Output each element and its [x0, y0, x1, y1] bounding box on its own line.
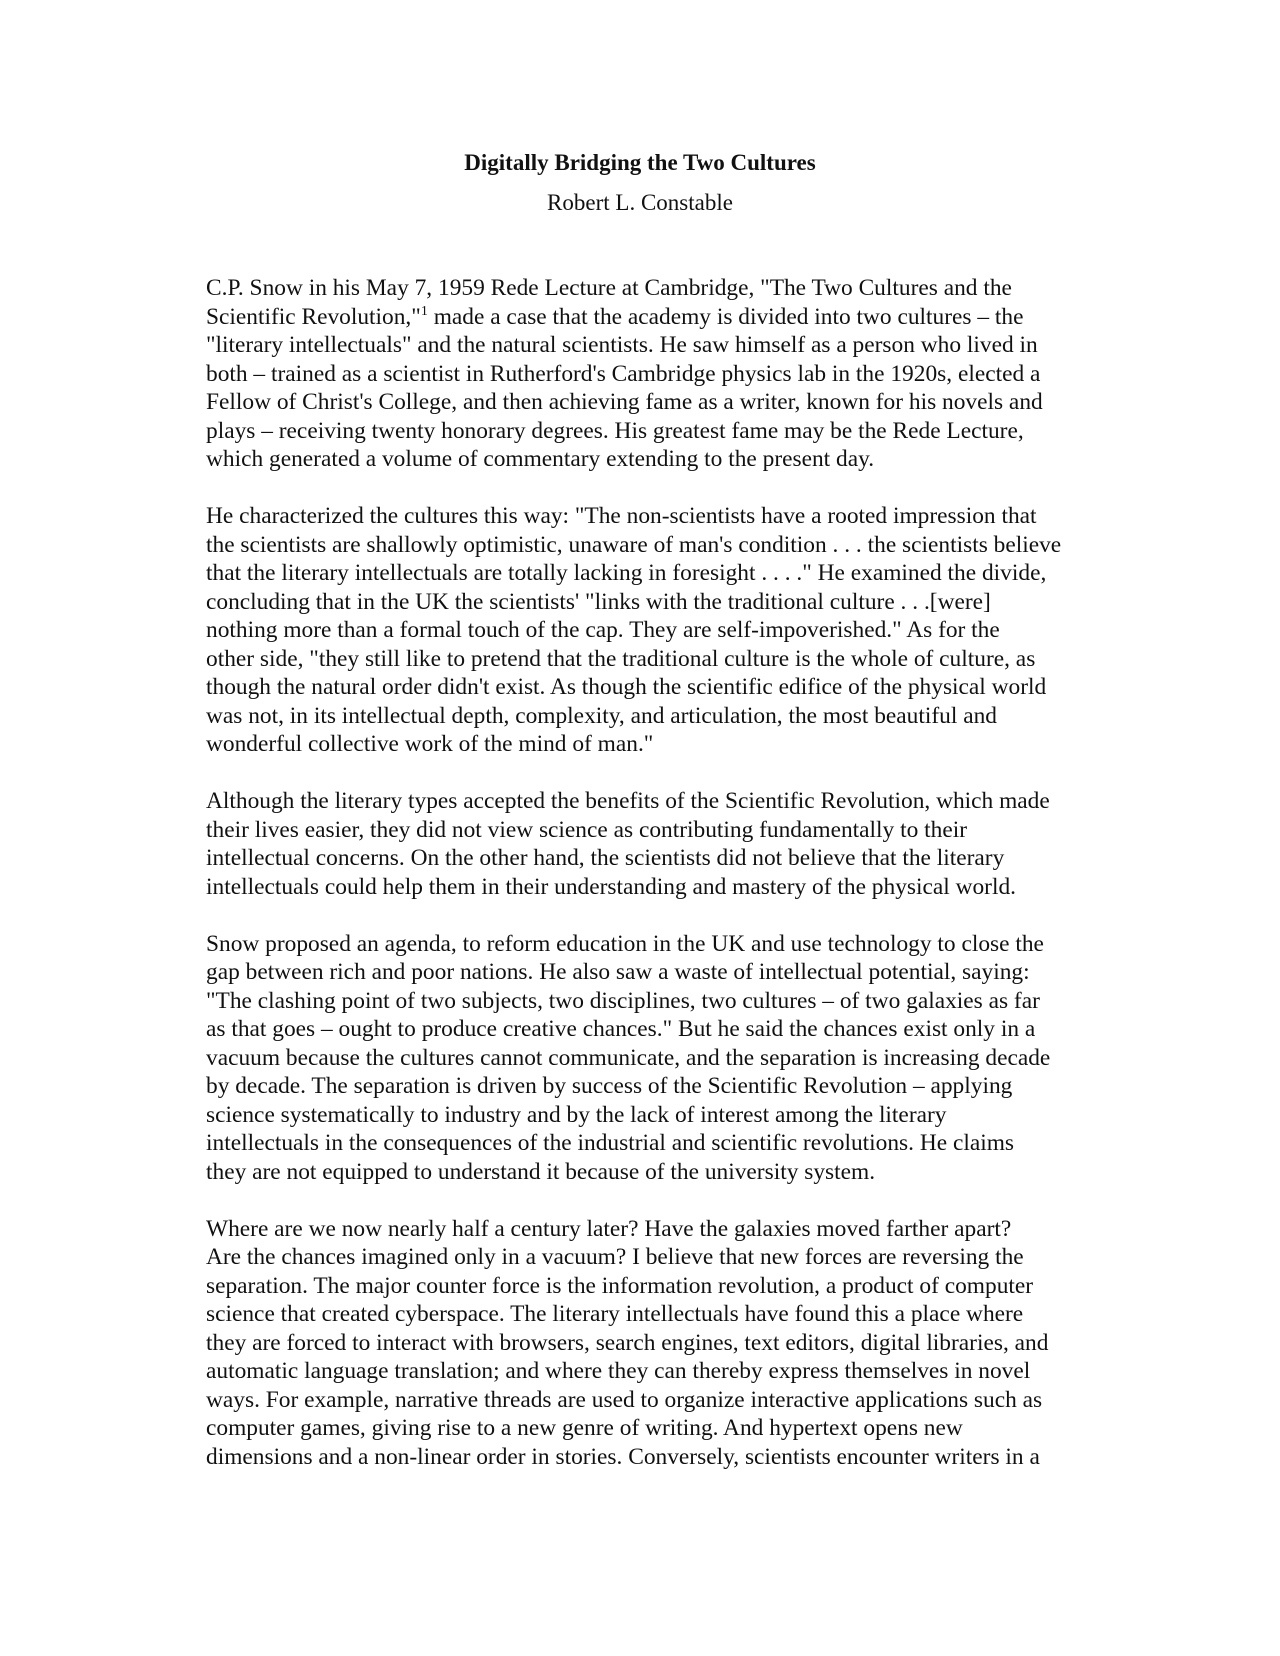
footnote-marker: 1: [420, 303, 428, 319]
text-line: by decade. The separation is driven by success of the Scientific Revolution – applying: [206, 1073, 1013, 1099]
text-line: He characterized the cultures this way: "The non-scientists have a rooted impression that: [206, 503, 1037, 529]
text-line: nothing more than a formal touch of the cap. They are self-impoverished." As for the: [206, 617, 1000, 643]
text-line: plays – receiving twenty honorary degrees. His greatest fame may be the Rede Lecture,: [206, 417, 1024, 444]
text-line: science systematically to industry and by the lack of interest among the literary: [206, 1101, 947, 1128]
text-line: though the natural order didn't exist. As though the scientific edifice of the physical world: [206, 674, 1047, 700]
text-line: their lives easier, they did not view science as contributing fundamentally to their: [206, 816, 967, 843]
text-line: Where are we now nearly half a century later? Have the galaxies moved farther apart?: [206, 1215, 1012, 1242]
text-line: they are not equipped to understand it because of the university system.: [206, 1158, 876, 1185]
text-line: computer games, giving rise to a new genre of writing. And hypertext opens new: [206, 1415, 963, 1441]
text-line: as that goes – ought to produce creative chances." But he said the chances exist only in a: [206, 1016, 1036, 1042]
document-title: Digitally Bridging the Two Cultures: [464, 150, 816, 175]
text-line: separation. The major counter force is the information revolution, a product of computer: [206, 1272, 1034, 1299]
text-line: Fellow of Christ's College, and then achieving fame as a writer, known for his novels and: [206, 389, 1043, 415]
paragraph-3: [206, 787, 1126, 901]
text-line: "literary intellectuals" and the natural scientists. He saw himself as a person who lived in: [206, 332, 1038, 358]
text-line: Although the literary types accepted the benefits of the Scientific Revolution, which made: [206, 788, 1050, 814]
text-line: other side, "they still like to pretend that the traditional culture is the whole of culture, as: [206, 645, 1036, 672]
text-line: automatic language translation; and where they can thereby express themselves in novel: [206, 1358, 1031, 1384]
body-text: [206, 274, 1126, 1500]
text-line: C.P. Snow in his May 7, 1959 Rede Lecture at Cambridge, "The Two Cultures and the: [206, 275, 1012, 301]
text-line-with-footnote: [206, 303, 1126, 332]
text-line: they are forced to interact with browsers, search engines, text editors, digital libraries, and: [206, 1329, 1049, 1356]
paragraph-2: [206, 502, 1126, 759]
text-line: concluding that in the UK the scientists' "links with the traditional culture . . .[were]: [206, 588, 991, 615]
paragraph-5: [206, 1215, 1126, 1472]
text-line: dimensions and a non-linear order in stories. Conversely, scientists encounter writers in a: [206, 1443, 1040, 1470]
text-line: science that created cyberspace. The literary intellectuals have found this a place where: [206, 1301, 1024, 1327]
text-segment: made a case that the academy is divided into two cultures – the: [433, 303, 1024, 330]
text-line: which generated a volume of commentary extending to the present day.: [206, 446, 875, 472]
text-line: ways. For example, narrative threads are used to organize interactive applications such as: [206, 1386, 1043, 1413]
text-line: intellectuals could help them in their understanding and mastery of the physical world.: [206, 873, 1017, 900]
paragraph-1: [206, 274, 1126, 474]
text-line: that the literary intellectuals are totally lacking in foresight . . . ." He examined the divide,: [206, 560, 1047, 586]
text-line: both – trained as a scientist in Rutherford's Cambridge physics lab in the 1920s, elected a: [206, 360, 1041, 387]
text-line: intellectuals in the consequences of the industrial and scientific revolutions. He claims: [206, 1130, 1015, 1156]
text-line: the scientists are shallowly optimistic, unaware of man's condition . . . the scientists believe: [206, 531, 1062, 558]
text-line: Are the chances imagined only in a vacuum? I believe that new forces are reversing the: [206, 1244, 1024, 1270]
paragraph-4: [206, 930, 1126, 1187]
text-segment: Scientific Revolution,": [206, 303, 421, 330]
text-line: Snow proposed an agenda, to reform education in the UK and use technology to close the: [206, 930, 1044, 957]
text-line: vacuum because the cultures cannot communicate, and the separation is increasing decade: [206, 1044, 1051, 1071]
text-line: intellectual concerns. On the other hand, the scientists did not believe that the literary: [206, 845, 1005, 871]
text-line: wonderful collective work of the mind of man.": [206, 731, 654, 757]
text-line: was not, in its intellectual depth, complexity, and articulation, the most beautiful and: [206, 702, 997, 729]
text-line: "The clashing point of two subjects, two disciplines, two cultures – of two galaxies as far: [206, 987, 1040, 1014]
text-line: gap between rich and poor nations. He also saw a waste of intellectual potential, saying:: [206, 959, 1030, 985]
document-author: Robert L. Constable: [547, 190, 733, 215]
